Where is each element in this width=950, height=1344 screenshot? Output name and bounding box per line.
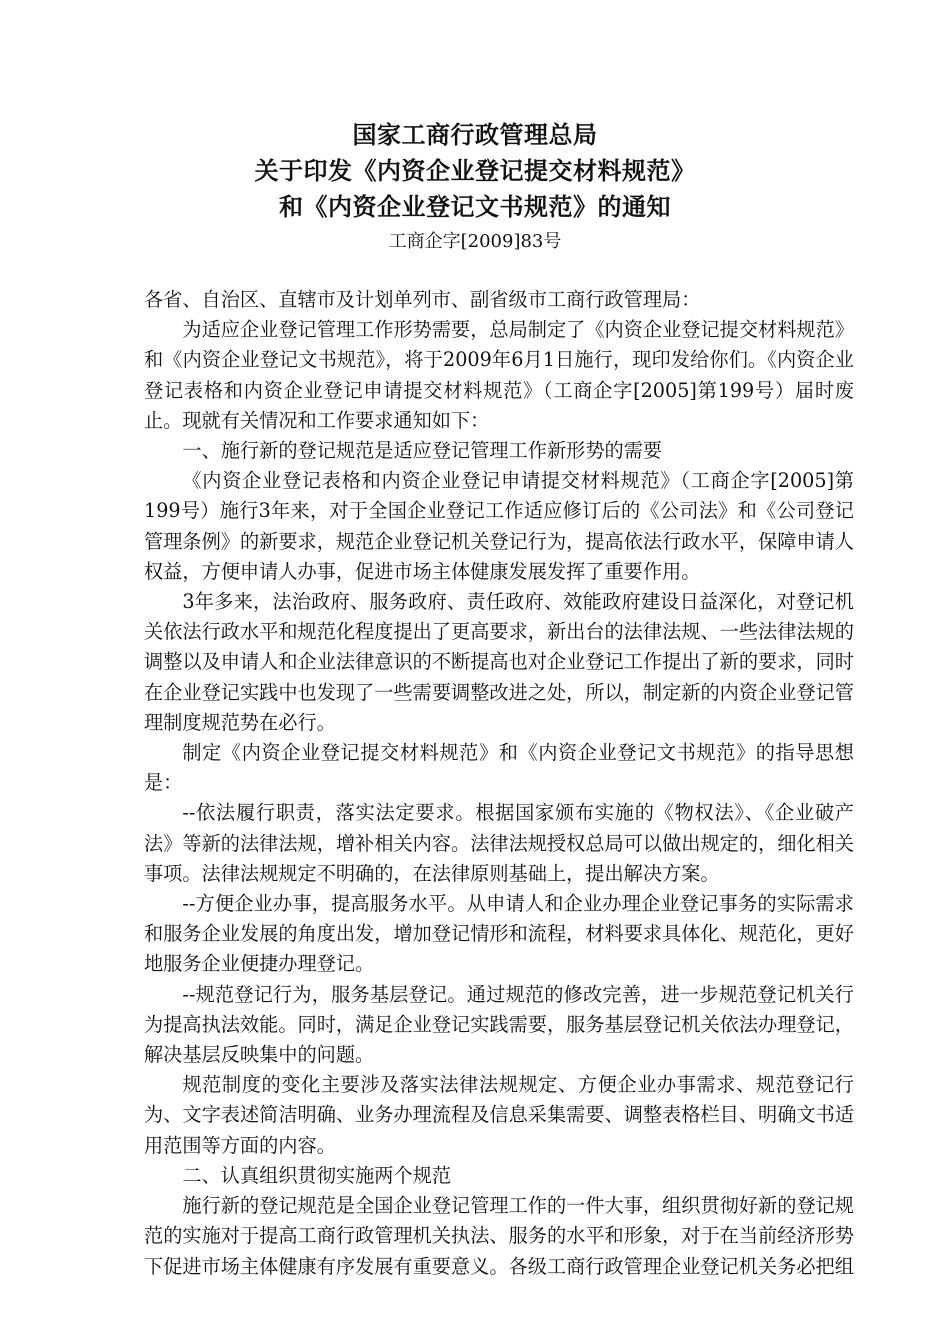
section-heading: 一、施行新的登记规范是适应登记管理工作新形势的需要 (182, 439, 663, 463)
paragraph: 施行新的登记规范是全国企业登记管理工作的一件大事，组织贯彻好新的登记规范的实施对于提高工商行政管理机关执法、服务的水平和形象，对于在当前经济形势下促进市场主体健康有序发展有重要意义。各级工商行政管理企业登记机关务必把组 (144, 1194, 854, 1278)
paragraph: --依法履行职责，落实法定要求。根据国家颁布实施的《物权法》、《企业破产法》等新的法律法规，增补相关内容。法律法规授权总局可以做出规定的，细化相关事项。法律法规规定不明确的，在法律原则基础上，提出解决方案。 (144, 801, 854, 885)
document-body (144, 285, 854, 1282)
title-line-2: 关于印发《内资企业登记提交材料规范》 (254, 157, 696, 185)
paragraph: 《内资企业登记表格和内资企业登记申请提交材料规范》（工商企字[2005]第199号）施行3年来，对于全国企业登记工作适应修订后的《公司法》和《公司登记管理条例》的新要求，规范企业登记机关登记行为，提高依法行政水平，保障申请人权益，方便申请人办事，促进市场主体健康发展发挥了重要作用。 (144, 469, 854, 583)
title-line-3: 和《内资企业登记文书规范》的通知 (279, 193, 671, 221)
paragraph: --方便企业办事，提高服务水平。从申请人和企业办理企业登记事务的实际需求和服务企业发展的角度出发，增加登记情形和流程，材料要求具体化、规范化，更好地服务企业便捷办理登记。 (144, 892, 854, 976)
paragraph: --规范登记行为，服务基层登记。通过规范的修改完善，进一步规范登记机关行为提高执法效能。同时，满足企业登记实践需要，服务基层登记机关依法办理登记，解决基层反映集中的问题。 (144, 982, 854, 1067)
document-header (0, 117, 950, 259)
paragraph: 为适应企业登记管理工作形势需要，总局制定了《内资企业登记提交材料规范》和《内资企业登记文书规范》，将于2009年6月1日施行，现印发给你们。《内资企业登记表格和内资企业登记申请提交材料规范》（工商企字[2005]第199号）届时废止。现就有关情况和工作要求通知如下： (144, 318, 854, 432)
section-heading: 二、认真组织贯彻实施两个规范 (182, 1163, 452, 1187)
paragraph: 规范制度的变化主要涉及落实法律法规规定、方便企业办事需求、规范登记行为、文字表述简洁明确、业务办理流程及信息采集需要、调整表格栏目、明确文书适用范围等方面的内容。 (144, 1073, 854, 1157)
paragraph: 制定《内资企业登记提交材料规范》和《内资企业登记文书规范》的指导思想是： (144, 741, 854, 795)
salutation: 各省、自治区、直辖市及计划单列市、副省级市工商行政管理局： (144, 288, 701, 311)
document-number: 工商企字[2009]83号 (388, 231, 562, 252)
title-line-1: 国家工商行政管理总局 (352, 121, 598, 149)
paragraph: 3年多来，法治政府、服务政府、责任政府、效能政府建设日益深化，对登记机关依法行政水平和规范化程度提出了更高要求，新出台的法律法规、一些法律法规的调整以及申请人和企业法律意识的不断提高也对企业登记工作提出了新的要求，同时在企业登记实践中也发现了一些需要调整改进之处，所以，制定新的内资企业登记管理制度规范势在必行。 (144, 590, 854, 734)
